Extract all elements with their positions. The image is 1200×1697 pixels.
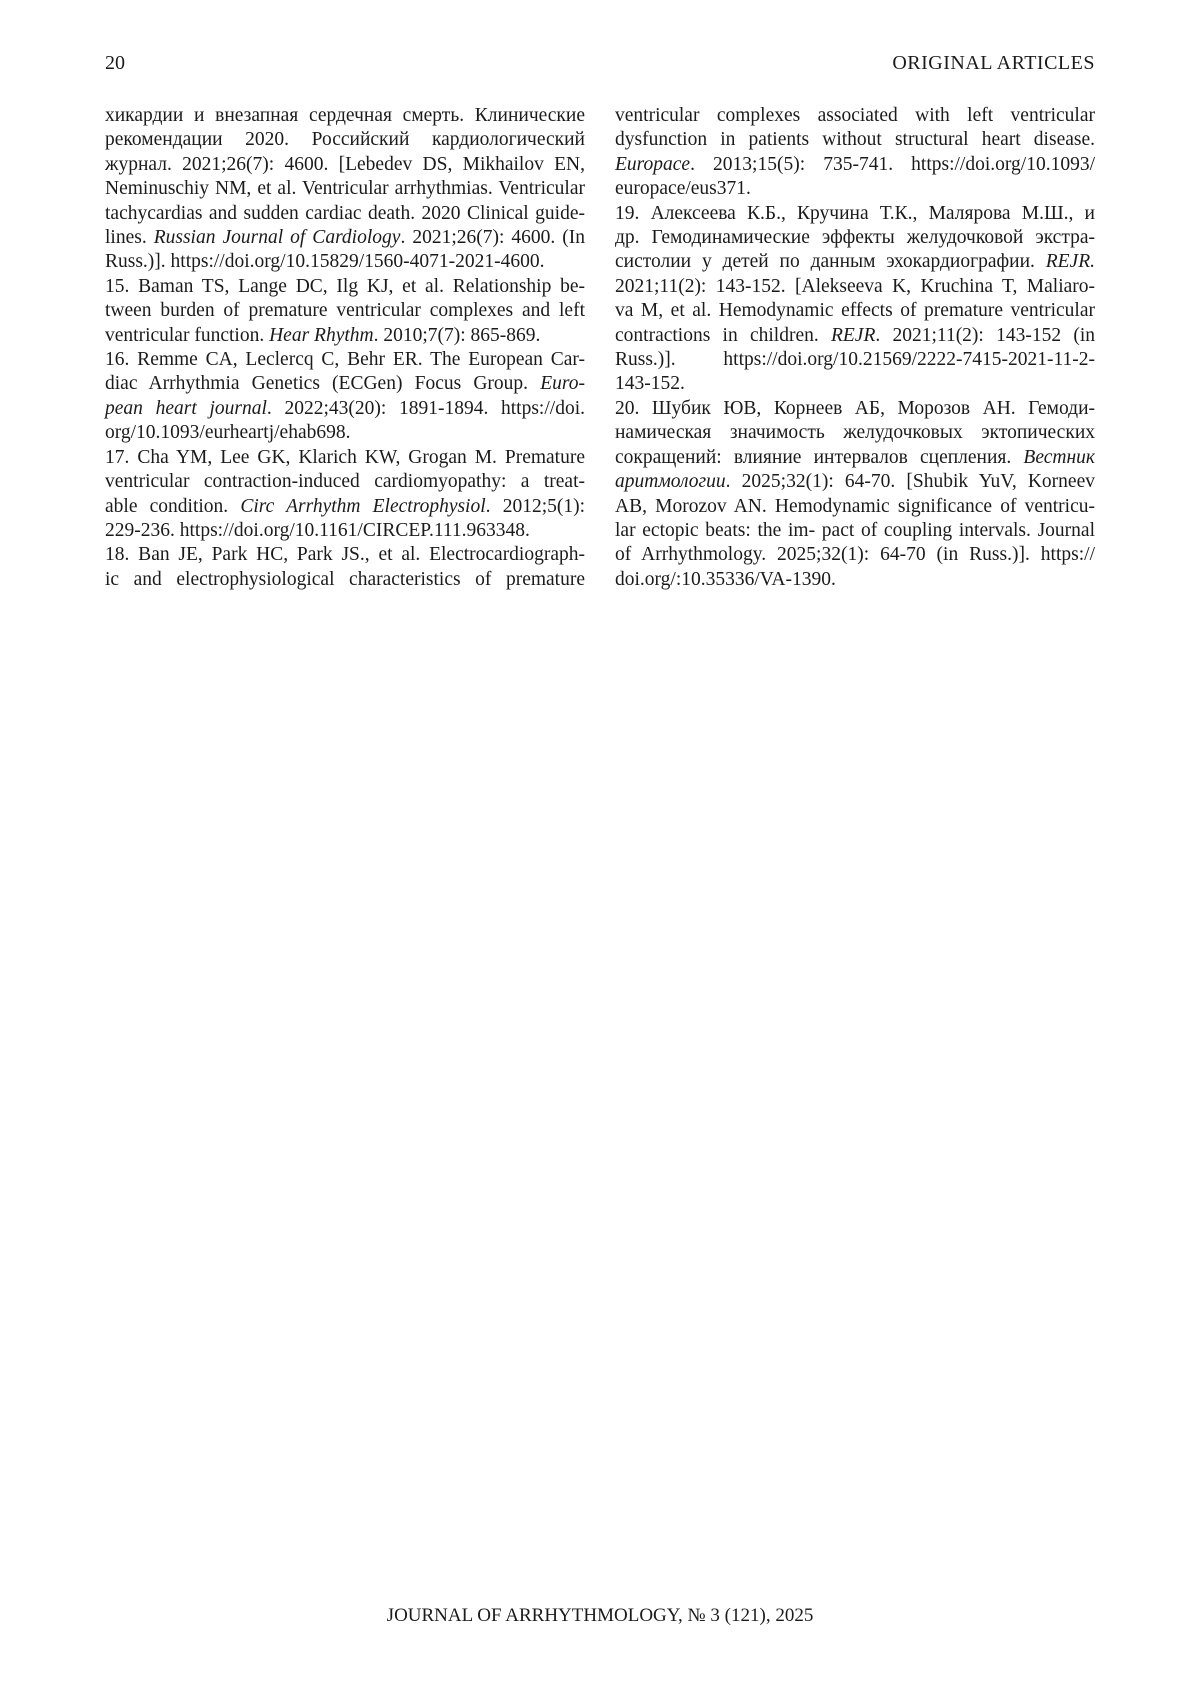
reference-line — [615, 324, 1095, 348]
reference-text: diac Arrhythmia Genetics (ECGen) Focus Group. — [105, 373, 541, 395]
running-title: ORIGINAL ARTICLES — [892, 52, 1095, 74]
reference-line — [105, 226, 585, 250]
journal-name-italic: аритмологии — [615, 471, 726, 493]
journal-name-italic: pean heart journal — [105, 397, 267, 419]
reference-line — [105, 495, 585, 519]
reference-line — [105, 275, 585, 299]
reference-text: ventricular contraction-induced cardiomyopathy: a treat- — [105, 471, 585, 493]
reference-text: . 2021;26(7): 4600. (In — [400, 227, 586, 249]
references-section — [105, 104, 1095, 592]
reference-line — [105, 299, 585, 323]
reference-text: 16. Remme CA, Leclercq C, Behr ER. The European Car- — [105, 349, 585, 371]
reference-text: сокращений: влияние интервалов сцепления. — [615, 446, 1024, 468]
journal-name-italic: REJR — [830, 324, 876, 346]
reference-line — [105, 568, 585, 592]
journal-name-italic: Russian Journal of Cardiology — [153, 227, 401, 249]
reference-text: Russ.)]. https://doi.org/10.21569/2222-7415-2021-11-2- — [615, 349, 1095, 371]
reference-line — [615, 153, 1095, 177]
reference-text: 17. Cha YM, Lee GK, Klarich KW, Grogan M. Premature — [105, 446, 585, 468]
reference-text: contractions in children. — [615, 324, 831, 346]
reference-line — [105, 128, 585, 152]
reference-text: . 2021;11(2): 143-152 (in — [875, 324, 1095, 346]
reference-text: 18. Ban JE, Park HC, Park JS., et al. Electrocardiograph- — [105, 544, 585, 566]
reference-text: . 2022;43(20): 1891-1894. https://doi. — [266, 397, 585, 419]
journal-name-italic: Euro- — [540, 373, 585, 395]
reference-line — [105, 348, 585, 372]
reference-line — [105, 202, 585, 226]
reference-line — [615, 372, 1095, 396]
reference-text: AB, Morozov AN. Hemodynamic significance of ventricu- — [615, 495, 1095, 517]
reference-line — [105, 446, 585, 470]
reference-line — [105, 250, 585, 274]
reference-line — [615, 226, 1095, 250]
reference-line — [615, 421, 1095, 445]
reference-line — [105, 543, 585, 567]
reference-line — [105, 177, 585, 201]
page-number: 20 — [105, 52, 125, 74]
journal-name-italic: REJR. — [1045, 251, 1095, 273]
reference-text: Neminuschiy NM, et al. Ventricular arrhythmias. Ventricular — [105, 178, 585, 200]
journal-footer-text: JOURNAL OF ARRHYTHMOLOGY, № 3 (121), 2025 — [386, 1605, 814, 1626]
reference-line — [615, 543, 1095, 567]
reference-text: org/10.1093/eurheartj/ehab698. — [105, 422, 351, 444]
reference-text: va M, et al. Hemodynamic effects of premature ventricular — [615, 300, 1095, 322]
reference-line — [105, 153, 585, 177]
reference-text: lines. — [105, 227, 154, 249]
reference-text: doi.org/:10.35336/VA-1390. — [615, 568, 836, 590]
reference-text: able condition. — [105, 495, 241, 517]
journal-name-italic: Circ Arrhythm Electrophysiol — [240, 495, 486, 517]
reference-line — [105, 104, 585, 128]
page-footer — [105, 1604, 1095, 1628]
reference-text: ventricular complexes associated with left ventricular — [615, 105, 1095, 126]
reference-text: . 2010;7(7): 865-869. — [373, 324, 541, 346]
reference-line — [105, 421, 585, 445]
reference-text: Russ.)]. https://doi.org/10.15829/1560-4071-2021-4600. — [105, 251, 545, 273]
references-column-left — [105, 104, 585, 592]
reference-text: dysfunction in patients without structural heart disease. — [615, 129, 1095, 151]
reference-line — [105, 470, 585, 494]
reference-text: tachycardias and sudden cardiac death. 2020 Clinical guide- — [105, 202, 585, 224]
reference-text: 20. Шубик ЮВ, Корнеев АБ, Морозов АН. Гемоди- — [615, 397, 1095, 419]
page-header — [105, 50, 1095, 76]
reference-line — [615, 470, 1095, 494]
reference-line — [105, 324, 585, 348]
reference-line — [615, 446, 1095, 470]
reference-text: намическая значимость желудочковых эктопических — [615, 422, 1095, 444]
reference-text: of Arrhythmology. 2025;32(1): 64-70 (in Russ.)]. https:// — [615, 544, 1095, 566]
reference-text: хикардии и внезапная сердечная смерть. Клинические — [105, 105, 585, 126]
journal-name-italic: Вестник — [1023, 446, 1095, 468]
reference-line — [105, 519, 585, 543]
reference-line — [615, 299, 1095, 323]
reference-text: др. Гемодинамические эффекты желудочковой экстра- — [615, 227, 1095, 249]
reference-line — [615, 177, 1095, 201]
reference-text: . 2012;5(1): — [485, 495, 586, 517]
reference-line — [105, 372, 585, 396]
reference-line — [105, 397, 585, 421]
reference-line — [615, 568, 1095, 592]
reference-text: 229-236. https://doi.org/10.1161/CIRCEP.111.963348. — [105, 519, 530, 541]
reference-text: систолии у детей по данным эхокардиографии. — [615, 251, 1046, 273]
reference-line — [615, 348, 1095, 372]
reference-text: журнал. 2021;26(7): 4600. [Lebedev DS, Mikhailov EN, — [105, 153, 585, 175]
reference-line — [615, 202, 1095, 226]
reference-line — [615, 104, 1095, 128]
reference-line — [615, 519, 1095, 543]
reference-text: . 2013;15(5): 735-741. https://doi.org/10.1093/ — [690, 153, 1095, 175]
reference-text: ic and electrophysiological characteristics of premature — [105, 568, 585, 590]
reference-text: lar ectopic beats: the im- pact of coupling intervals. Journal — [615, 519, 1095, 541]
reference-text: рекомендации 2020. Российский кардиологический — [105, 129, 585, 151]
reference-text: tween burden of premature ventricular complexes and left — [105, 300, 585, 322]
reference-text: ventricular function. — [105, 324, 270, 346]
reference-line — [615, 397, 1095, 421]
reference-text: 143-152. — [615, 373, 685, 395]
reference-text: 15. Baman TS, Lange DC, Ilg KJ, et al. Relationship be- — [105, 275, 585, 297]
reference-line — [615, 275, 1095, 299]
reference-line — [615, 495, 1095, 519]
reference-line — [615, 250, 1095, 274]
journal-name-italic: Hear Rhythm — [269, 324, 374, 346]
reference-text: europace/eus371. — [615, 178, 751, 200]
references-column-right — [615, 104, 1095, 592]
reference-text: . 2025;32(1): 64-70. [Shubik YuV, Korneev — [725, 471, 1095, 493]
journal-name-italic: Europace — [615, 153, 691, 175]
reference-text: 19. Алексеева К.Б., Кручина Т.К., Малярова М.Ш., и — [615, 202, 1095, 224]
reference-text: 2021;11(2): 143-152. [Alekseeva K, Kruchina T, Maliaro- — [615, 275, 1095, 297]
reference-line — [615, 128, 1095, 152]
